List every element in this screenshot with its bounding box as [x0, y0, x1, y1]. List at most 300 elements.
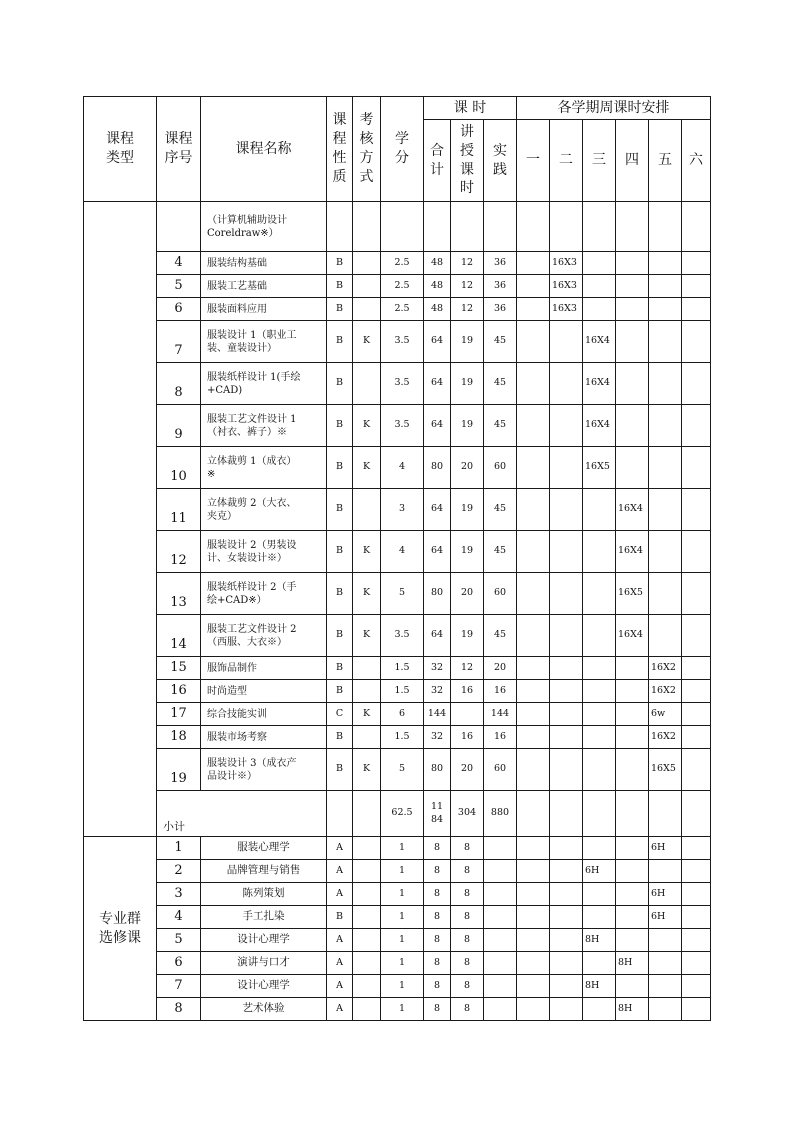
term-4-hours: [616, 680, 649, 703]
exam-method: [353, 680, 381, 703]
elective-term-3-hours: [583, 883, 616, 906]
term-2-hours: [550, 749, 583, 791]
exam-method: K: [353, 447, 381, 489]
elective-credit: 1: [381, 860, 424, 883]
elective-nature: B: [327, 906, 353, 929]
term-5-hours: 6w: [649, 703, 682, 726]
elective-exam: [353, 952, 381, 975]
term-1-hours: [517, 657, 550, 680]
course-number: 7: [157, 321, 201, 363]
total-hours: 64: [424, 321, 451, 363]
course-number: 17: [157, 703, 201, 726]
elective-term-4-hours: [616, 860, 649, 883]
term-2-hours: [550, 447, 583, 489]
elective-exam: [353, 929, 381, 952]
course-number: 18: [157, 726, 201, 749]
term-4-hours: [616, 363, 649, 405]
term-5-hours: [649, 447, 682, 489]
elective-term-6-hours: [682, 860, 711, 883]
course-nature: B: [327, 447, 353, 489]
term-1-hours: [517, 405, 550, 447]
header-credit: 学 分: [381, 97, 424, 202]
term-6-hours: [682, 657, 711, 680]
term-2-hours: [550, 615, 583, 657]
credit: 2.5: [381, 252, 424, 275]
credit: 4: [381, 531, 424, 573]
elective-term-3-hours: [583, 998, 616, 1021]
term-1-hours: [517, 202, 550, 252]
term-2-hours: [550, 531, 583, 573]
credit: 3.5: [381, 615, 424, 657]
term-5-hours: [649, 202, 682, 252]
elective-number: 3: [157, 883, 201, 906]
term-3-hours: [583, 703, 616, 726]
course-number: 13: [157, 573, 201, 615]
credit: 6: [381, 703, 424, 726]
credit: 2.5: [381, 298, 424, 321]
elective-row: [84, 998, 711, 1021]
practice-hours: 45: [484, 321, 517, 363]
term-3-hours: [583, 615, 616, 657]
elective-exam: [353, 975, 381, 998]
practice-hours: 16: [484, 680, 517, 703]
course-name: 立体裁剪 1（成衣） ※: [201, 447, 327, 489]
exam-method: [353, 202, 381, 252]
term-2-hours: [550, 202, 583, 252]
elective-type-label: 专业群 选修课: [99, 910, 141, 946]
term-6-hours: [682, 703, 711, 726]
elective-credit: 1: [381, 883, 424, 906]
elective-practice: [484, 952, 517, 975]
elective-exam: [353, 883, 381, 906]
term-6-hours: [682, 252, 711, 275]
term-5-hours: [649, 573, 682, 615]
total-hours: 48: [424, 275, 451, 298]
course-nature: B: [327, 573, 353, 615]
table-row: [84, 489, 711, 531]
elective-total: 8: [424, 837, 451, 860]
elective-name: 艺术体验: [201, 998, 327, 1021]
term-6-hours: [682, 275, 711, 298]
term-2-hours: [550, 657, 583, 680]
practice-hours: 16: [484, 726, 517, 749]
credit: 3.5: [381, 405, 424, 447]
total-hours: 80: [424, 573, 451, 615]
header-term-2: 二: [550, 120, 583, 202]
elective-term-2-hours: [550, 837, 583, 860]
term-2-hours: [550, 573, 583, 615]
subtotal-exam: [353, 791, 381, 837]
elective-total: 8: [424, 860, 451, 883]
course-name: 立体裁剪 2（大衣、 夹克）: [201, 489, 327, 531]
total-hours: 80: [424, 447, 451, 489]
elective-name: 品牌管理与销售: [201, 860, 327, 883]
lecture-hours: 16: [451, 726, 484, 749]
practice-hours: 45: [484, 405, 517, 447]
elective-lecture: 8: [451, 975, 484, 998]
elective-number: 6: [157, 952, 201, 975]
table-row: [84, 298, 711, 321]
elective-term-4-hours: 8H: [616, 998, 649, 1021]
elective-type-cell: [84, 837, 157, 1021]
elective-term-1-hours: [517, 975, 550, 998]
course-name: 服装设计 1（职业工 装、童装设计）: [201, 321, 327, 363]
elective-nature: A: [327, 837, 353, 860]
elective-term-3-hours: [583, 952, 616, 975]
term-2-hours: [550, 489, 583, 531]
elective-total: 8: [424, 906, 451, 929]
term-4-hours: 16X4: [616, 489, 649, 531]
lecture-hours: 20: [451, 447, 484, 489]
course-name: 服装工艺文件设计 1 （衬衣、裤子）※: [201, 405, 327, 447]
term-1-hours: [517, 531, 550, 573]
table-row: [84, 447, 711, 489]
exam-method: [353, 252, 381, 275]
header-course-number: 课程 序号: [157, 97, 201, 202]
table-row: [84, 703, 711, 726]
table-row: [84, 680, 711, 703]
course-nature: B: [327, 531, 353, 573]
exam-method: [353, 657, 381, 680]
elective-row: [84, 952, 711, 975]
elective-term-6-hours: [682, 883, 711, 906]
elective-lecture: 8: [451, 883, 484, 906]
term-5-hours: [649, 489, 682, 531]
header-course-nature: 课 程 性 质: [327, 97, 353, 202]
total-hours: 64: [424, 363, 451, 405]
course-number: 6: [157, 298, 201, 321]
credit: 2.5: [381, 275, 424, 298]
elective-term-5-hours: 6H: [649, 906, 682, 929]
lecture-hours: 12: [451, 657, 484, 680]
elective-number: 1: [157, 837, 201, 860]
term-1-hours: [517, 489, 550, 531]
credit: [381, 202, 424, 252]
elective-term-2-hours: [550, 998, 583, 1021]
table-row: [84, 531, 711, 573]
elective-term-1-hours: [517, 860, 550, 883]
term-6-hours: [682, 321, 711, 363]
exam-method: K: [353, 531, 381, 573]
subtotal-lecture: 304: [451, 791, 484, 837]
course-nature: C: [327, 703, 353, 726]
elective-exam: [353, 998, 381, 1021]
elective-name: 陈列策划: [201, 883, 327, 906]
course-number: 19: [157, 749, 201, 791]
elective-term-1-hours: [517, 837, 550, 860]
exam-method: [353, 363, 381, 405]
elective-exam: [353, 837, 381, 860]
elective-term-5-hours: [649, 929, 682, 952]
term-6-hours: [682, 749, 711, 791]
practice-hours: 36: [484, 298, 517, 321]
total-hours: 80: [424, 749, 451, 791]
course-number: 11: [157, 489, 201, 531]
elective-term-6-hours: [682, 975, 711, 998]
subtotal-term-6: [682, 791, 711, 837]
course-number: 8: [157, 363, 201, 405]
header-lecture-hours: 讲 授 课 时: [451, 120, 484, 202]
lecture-hours: 19: [451, 531, 484, 573]
elective-number: 2: [157, 860, 201, 883]
total-hours: 32: [424, 726, 451, 749]
total-hours: 64: [424, 405, 451, 447]
elective-term-6-hours: [682, 929, 711, 952]
term-1-hours: [517, 363, 550, 405]
term-3-hours: 16X4: [583, 405, 616, 447]
lecture-hours: 12: [451, 275, 484, 298]
elective-practice: [484, 837, 517, 860]
term-2-hours: [550, 321, 583, 363]
table-row: [84, 321, 711, 363]
term-4-hours: [616, 657, 649, 680]
elective-term-1-hours: [517, 998, 550, 1021]
header-practice-hours: 实 践: [484, 120, 517, 202]
subtotal-term-3: [583, 791, 616, 837]
elective-credit: 1: [381, 837, 424, 860]
course-name: 服装工艺文件设计 2 （西服、大衣※）: [201, 615, 327, 657]
elective-exam: [353, 860, 381, 883]
elective-total: 8: [424, 929, 451, 952]
elective-exam: [353, 906, 381, 929]
exam-method: K: [353, 703, 381, 726]
total-hours: 32: [424, 680, 451, 703]
course-name: 服装市场考察: [201, 726, 327, 749]
elective-total: 8: [424, 975, 451, 998]
lecture-hours: 19: [451, 363, 484, 405]
elective-number: 8: [157, 998, 201, 1021]
term-1-hours: [517, 615, 550, 657]
elective-nature: A: [327, 998, 353, 1021]
term-4-hours: 16X5: [616, 573, 649, 615]
course-name: （计算机辅助设计 Coreldraw※）: [201, 202, 327, 252]
course-nature: B: [327, 405, 353, 447]
term-4-hours: [616, 405, 649, 447]
elective-row: [84, 837, 711, 860]
course-nature: B: [327, 749, 353, 791]
elective-name: 手工扎染: [201, 906, 327, 929]
course-name: 服装结构基础: [201, 252, 327, 275]
elective-term-4-hours: [616, 929, 649, 952]
exam-method: K: [353, 405, 381, 447]
term-2-hours: [550, 363, 583, 405]
term-3-hours: 16X4: [583, 321, 616, 363]
term-6-hours: [682, 489, 711, 531]
elective-term-6-hours: [682, 906, 711, 929]
course-name: 服饰品制作: [201, 657, 327, 680]
elective-practice: [484, 860, 517, 883]
course-name: 服装纸样设计 2（手 绘+CAD※）: [201, 573, 327, 615]
elective-term-3-hours: 6H: [583, 860, 616, 883]
term-3-hours: [583, 726, 616, 749]
elective-term-5-hours: [649, 860, 682, 883]
total-hours: 64: [424, 489, 451, 531]
practice-hours: 60: [484, 749, 517, 791]
elective-term-2-hours: [550, 883, 583, 906]
term-5-hours: 16X2: [649, 657, 682, 680]
credit: 5: [381, 573, 424, 615]
term-6-hours: [682, 726, 711, 749]
term-3-hours: [583, 657, 616, 680]
elective-credit: 1: [381, 975, 424, 998]
credit: 1.5: [381, 680, 424, 703]
elective-term-2-hours: [550, 975, 583, 998]
term-3-hours: [583, 531, 616, 573]
subtotal-row: [84, 791, 711, 837]
exam-method: [353, 298, 381, 321]
header-total-hours: 合 计: [424, 120, 451, 202]
term-1-hours: [517, 447, 550, 489]
term-6-hours: [682, 680, 711, 703]
exam-method: K: [353, 615, 381, 657]
course-number: 16: [157, 680, 201, 703]
course-number: [157, 202, 201, 252]
elective-term-5-hours: [649, 998, 682, 1021]
subtotal-nature: [327, 791, 353, 837]
term-5-hours: 16X2: [649, 680, 682, 703]
elective-total: 8: [424, 883, 451, 906]
total-hours: 64: [424, 531, 451, 573]
term-5-hours: [649, 298, 682, 321]
practice-hours: 45: [484, 615, 517, 657]
course-name: 服装面料应用: [201, 298, 327, 321]
table-row: [84, 275, 711, 298]
term-5-hours: [649, 615, 682, 657]
term-1-hours: [517, 703, 550, 726]
elective-number: 5: [157, 929, 201, 952]
course-nature: B: [327, 489, 353, 531]
lecture-hours: 19: [451, 405, 484, 447]
elective-term-4-hours: [616, 837, 649, 860]
table-row: [84, 252, 711, 275]
term-4-hours: 16X4: [616, 615, 649, 657]
term-4-hours: [616, 447, 649, 489]
credit: 4: [381, 447, 424, 489]
practice-hours: [484, 202, 517, 252]
term-1-hours: [517, 321, 550, 363]
course-number: 10: [157, 447, 201, 489]
course-name: 服装设计 2（男装设 计、女装设计※）: [201, 531, 327, 573]
course-number: 14: [157, 615, 201, 657]
elective-row: [84, 929, 711, 952]
total-hours: 144: [424, 703, 451, 726]
total-hours: [424, 202, 451, 252]
credit: 5: [381, 749, 424, 791]
course-nature: B: [327, 298, 353, 321]
course-number: 9: [157, 405, 201, 447]
header-hours-group: 课 时: [424, 97, 517, 120]
credit: 1.5: [381, 726, 424, 749]
term-6-hours: [682, 298, 711, 321]
total-hours: 48: [424, 252, 451, 275]
header-term-3: 三: [583, 120, 616, 202]
term-4-hours: 16X4: [616, 531, 649, 573]
term-4-hours: [616, 252, 649, 275]
practice-hours: 20: [484, 657, 517, 680]
term-3-hours: 16X4: [583, 363, 616, 405]
lecture-hours: 12: [451, 252, 484, 275]
term-5-hours: [649, 405, 682, 447]
elective-row: [84, 906, 711, 929]
total-hours: 48: [424, 298, 451, 321]
elective-lecture: 8: [451, 952, 484, 975]
elective-term-5-hours: [649, 952, 682, 975]
term-5-hours: [649, 252, 682, 275]
elective-term-5-hours: [649, 975, 682, 998]
practice-hours: 45: [484, 489, 517, 531]
course-name: 时尚造型: [201, 680, 327, 703]
term-1-hours: [517, 749, 550, 791]
term-3-hours: [583, 252, 616, 275]
lecture-hours: [451, 202, 484, 252]
elective-credit: 1: [381, 906, 424, 929]
course-nature: B: [327, 657, 353, 680]
practice-hours: 60: [484, 447, 517, 489]
lecture-hours: 20: [451, 573, 484, 615]
credit: 3: [381, 489, 424, 531]
elective-number: 7: [157, 975, 201, 998]
elective-term-3-hours: [583, 906, 616, 929]
course-nature: B: [327, 615, 353, 657]
course-number: 5: [157, 275, 201, 298]
subtotal-term-2: [550, 791, 583, 837]
elective-term-6-hours: [682, 998, 711, 1021]
table-row: [84, 405, 711, 447]
elective-term-4-hours: [616, 975, 649, 998]
term-5-hours: [649, 363, 682, 405]
elective-term-1-hours: [517, 883, 550, 906]
elective-term-2-hours: [550, 860, 583, 883]
table-row: [84, 615, 711, 657]
curriculum-table: [83, 96, 711, 1021]
elective-term-1-hours: [517, 906, 550, 929]
elective-term-4-hours: [616, 883, 649, 906]
elective-credit: 1: [381, 998, 424, 1021]
elective-term-5-hours: 6H: [649, 837, 682, 860]
term-3-hours: [583, 573, 616, 615]
practice-hours: 36: [484, 275, 517, 298]
elective-term-2-hours: [550, 952, 583, 975]
term-3-hours: [583, 680, 616, 703]
term-6-hours: [682, 363, 711, 405]
table-row: [84, 726, 711, 749]
credit: 3.5: [381, 321, 424, 363]
elective-lecture: 8: [451, 929, 484, 952]
header-course-name: 课程名称: [201, 97, 327, 202]
subtotal-practice: 880: [484, 791, 517, 837]
elective-term-3-hours: 8H: [583, 929, 616, 952]
course-nature: B: [327, 321, 353, 363]
elective-nature: A: [327, 860, 353, 883]
lecture-hours: [451, 703, 484, 726]
subtotal-label: 小计: [157, 791, 327, 837]
term-2-hours: [550, 405, 583, 447]
practice-hours: 45: [484, 363, 517, 405]
term-3-hours: [583, 275, 616, 298]
course-type-cell: [84, 202, 157, 837]
elective-lecture: 8: [451, 860, 484, 883]
exam-method: [353, 726, 381, 749]
total-hours: 64: [424, 615, 451, 657]
lecture-hours: 19: [451, 321, 484, 363]
term-1-hours: [517, 275, 550, 298]
elective-practice: [484, 975, 517, 998]
elective-number: 4: [157, 906, 201, 929]
term-2-hours: [550, 726, 583, 749]
course-number: 4: [157, 252, 201, 275]
elective-nature: A: [327, 975, 353, 998]
elective-term-1-hours: [517, 929, 550, 952]
